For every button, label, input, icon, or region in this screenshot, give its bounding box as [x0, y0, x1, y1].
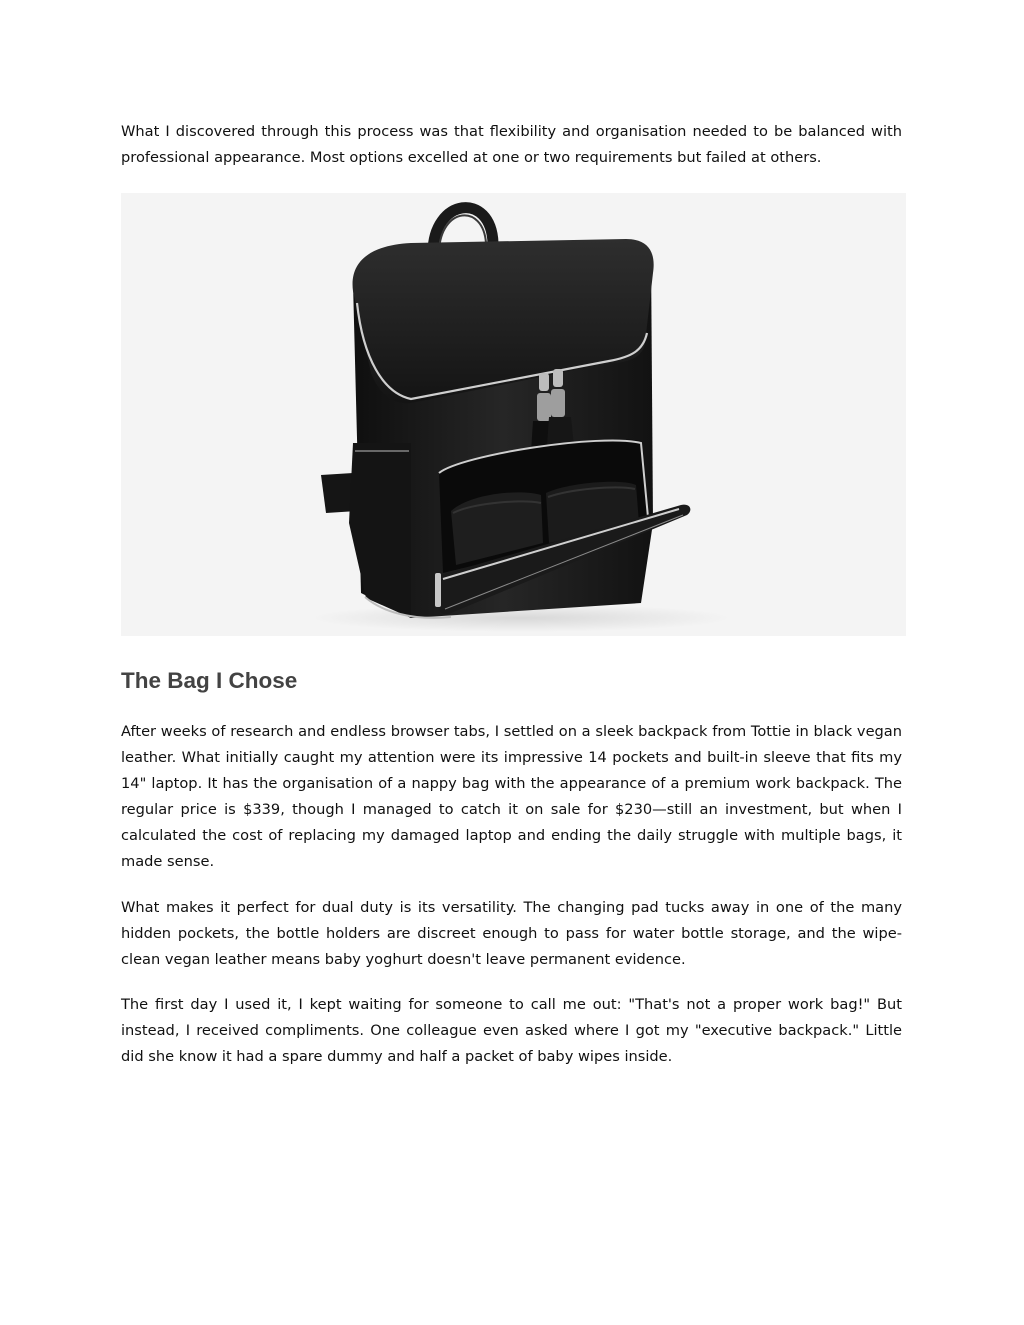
- intro-paragraph: What I discovered through this process was that flexibility and organisation needed to be balanced with professional appearance. Most options excelled at one or two requirements but failed at others.: [121, 123, 902, 166]
- versatility-paragraph: What makes it perfect for dual duty is its versatility. The changing pad tucks away in one of the many hidden pockets, the bottle holders are discreet enough to pass for water bottle storage, and the wipe-clean vegan leather means baby yoghurt doesn't leave permanent evidence.: [121, 899, 902, 968]
- first-day-paragraph: The first day I used it, I kept waiting for someone to call me out: "That's not a proper work bag!" But instead, I received compliments. One colleague even asked where I got my "executive backpack." Little did she know it had a spare dummy and half a packet of baby wipes inside.: [121, 996, 902, 1065]
- backpack-photo: [121, 193, 906, 636]
- choice-paragraph: After weeks of research and endless browser tabs, I settled on a sleek backpack from Tottie in black vegan leather. What initially caught my attention were its impressive 14 pockets and built-in sleeve that fits my 14" laptop. It has the organisation of a nappy bag with the appearance of a premium work backpack. The regular price is $339, though I managed to catch it on sale for $230—still an investment, but when I calculated the cost of replacing my damaged laptop and ending the daily struggle with multiple bags, it made sense.: [121, 723, 902, 870]
- section-heading: The Bag I Chose: [121, 668, 298, 693]
